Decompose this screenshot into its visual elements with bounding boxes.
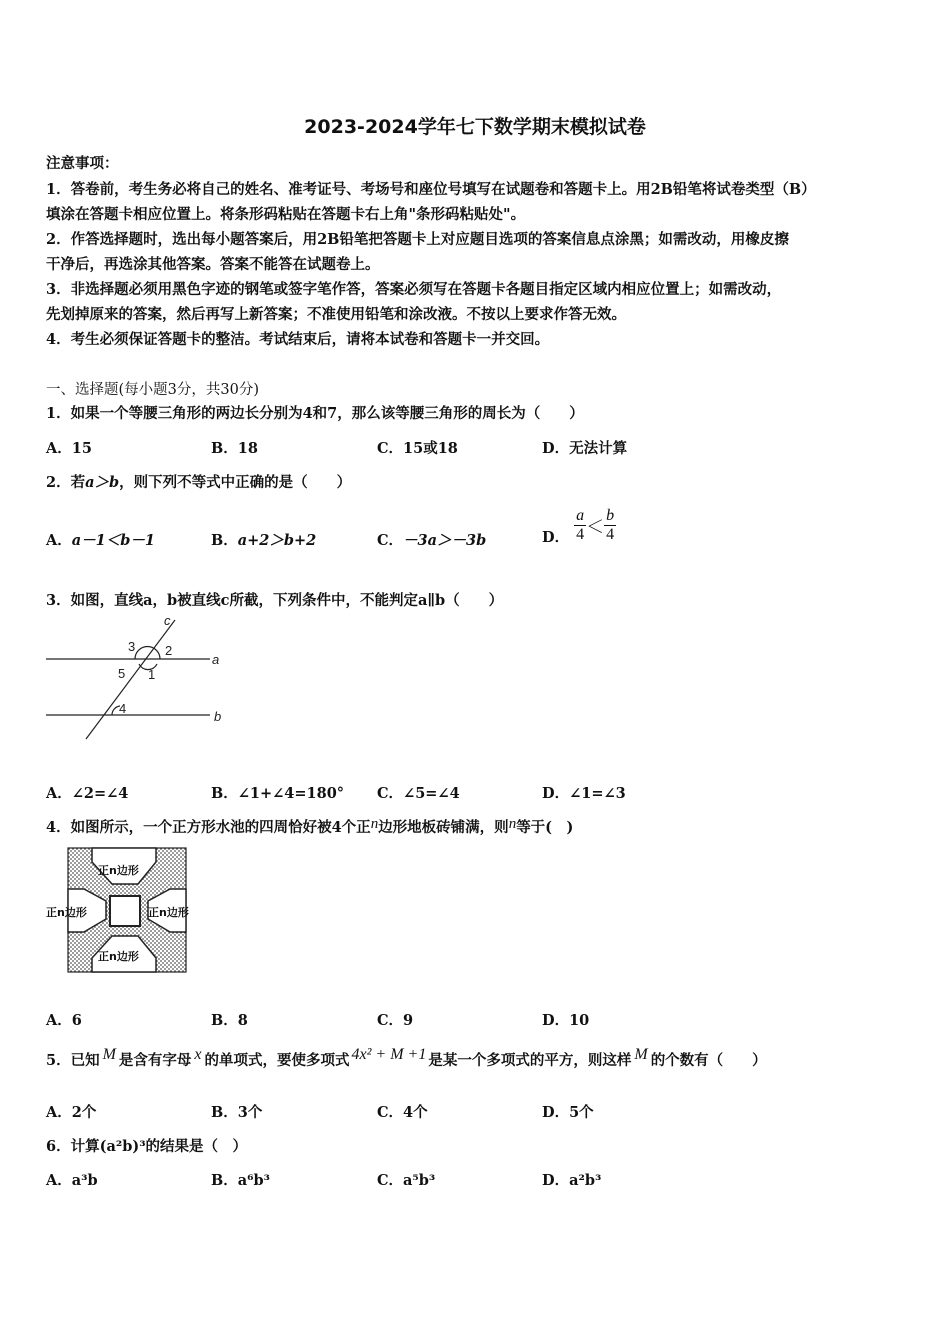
q6-option-d: D．a²b³ [542,1172,602,1189]
q4-var-n: n [508,816,517,832]
fraction-numerator: b [606,507,615,524]
q6-option-a: A．a³b [46,1172,98,1189]
fraction-denominator: 4 [576,526,585,543]
notice-heading: 注意事项： [46,155,119,172]
question-2-stem [46,471,351,492]
q5-option-d: D．5个 [542,1104,594,1121]
notice-line: 干净后，再选涂其他答案。答案不能答在试题卷上。 [46,256,380,273]
question-3-stem: 3．如图，直线a，b被直线c所截，下列条件中，不能判定a∥b（ ） [46,592,504,609]
q2-option-d-fraction-right [604,507,616,544]
notice-line: 先划掉原来的答案，然后再写上新答案；不准使用铅笔和涂改液。不按以上要求作答无效。 [46,306,626,323]
q5-option-c: C．4个 [377,1104,428,1121]
notice-line: 2．作答选择题时，选出每小题答案后，用2B铅笔把答题卡上对应题目选项的答案信息点涂黑；如需改动，用橡皮擦 [46,231,789,248]
notice-line: 1．答卷前，考生务必将自己的姓名、准考证号、考场号和座位号填写在试题卷和答题卡上。用2B铅笔将试卷类型（B） [46,181,816,198]
q5-stem-mid1: 是含有字母 [118,1052,192,1069]
pool-tiles-figure [44,844,214,976]
fraction-denominator: 4 [606,526,615,543]
q2-option-b [211,529,316,550]
label-bottom-tile: 正n边形 [98,950,139,963]
q5-option-b: B．3个 [211,1104,263,1121]
label-angle-5: 5 [118,666,126,681]
q2-option-a-label: A． [46,532,72,549]
q3-option-a: A．∠2=∠4 [46,785,129,802]
q4-stem-pre: 4．如图所示，一个正方形水池的四周恰好被4个正 [46,819,371,836]
q2-option-c-text: －3a＞－3b [403,532,487,549]
q3-option-d: D．∠1=∠3 [542,785,626,802]
label-a: a [212,652,220,667]
section-title: 一、选择题(每小题3分，共30分) [46,382,259,398]
q5-stem-pre: 5．已知 [46,1052,100,1069]
fraction-numerator: a [576,507,585,524]
label-top-tile: 正n边形 [98,864,139,877]
q2-option-d [542,504,616,547]
q5-var-M: M [102,1046,116,1063]
q1-option-d: D．无法计算 [542,440,628,457]
label-b: b [214,709,222,724]
q4-option-d: D．10 [542,1012,590,1029]
q2-option-c-label: C． [377,532,404,549]
q5-stem-mid2: 的单项式，要使多项式 [204,1052,350,1069]
q4-stem-mid: 边形地板砖铺满，则 [378,819,509,836]
q2-stem-pre: 2．若 [46,474,86,491]
q1-option-a: A．15 [46,440,92,457]
q5-stem-post: 的个数有（ ） [650,1052,767,1069]
q4-stem-post: 等于( ) [516,819,574,836]
q4-option-b: B．8 [211,1012,248,1029]
q2-stem-var: a＞b [85,474,120,491]
label-angle-3: 3 [128,639,136,654]
q6-option-b: B．a⁶b³ [211,1172,270,1189]
label-c: c [164,613,171,628]
q2-option-d-label: D． [542,529,570,546]
q2-option-a-text: a－1＜b－1 [71,532,155,549]
page-title: 2023-2024学年七下数学期末模拟试卷 [304,116,646,138]
q2-option-b-label: B． [211,532,238,549]
label-angle-2: 2 [165,643,173,658]
label-left-tile: 正n边形 [46,906,87,919]
q2-option-a [46,529,155,550]
label-angle-1: 1 [148,667,156,682]
q5-var-x: x [194,1046,202,1063]
q2-option-b-text: a+2＞b+2 [237,532,317,549]
q3-option-c: C．∠5=∠4 [377,785,460,802]
q1-option-b: B．18 [211,440,258,457]
notice-line: 4．考生必须保证答题卡的整洁。考试结束后，请将本试卷和答题卡一并交回。 [46,331,550,348]
question-4-stem [46,816,573,837]
parallel-lines-figure [44,612,244,742]
q4-option-c: C．9 [377,1012,414,1029]
q6-option-c: C．a⁵b³ [377,1172,436,1189]
line-c [86,620,175,739]
question-1-stem: 1．如果一个等腰三角形的两边长分别为4和7，那么该等腰三角形的周长为（ ） [46,405,584,422]
q2-option-d-fraction-left [574,507,586,544]
q3-option-b: B．∠1+∠4=180° [211,785,345,802]
square-pool [110,896,140,926]
q4-option-a: A．6 [46,1012,82,1029]
q2-option-c [377,529,486,550]
notice-line: 填涂在答题卡相应位置上。将条形码粘贴在答题卡右上角"条形码粘贴处"。 [46,206,526,223]
q5-stem-mid3: 是某一个多项式的平方，则这样 [428,1052,632,1069]
q5-var-M2: M [634,1046,648,1063]
q1-option-c: C．15或18 [377,440,458,457]
q2-option-d-operator: ＜ [586,516,605,538]
q5-polynomial: 4x² + M +1 [351,1046,427,1063]
question-5-stem [46,1046,767,1070]
question-6-stem: 6．计算(a²b)³的结果是（ ） [46,1138,248,1155]
label-right-tile: 正n边形 [148,906,189,919]
label-angle-4: 4 [119,701,127,716]
q2-stem-post: ，则下列不等式中正确的是（ ） [119,474,352,491]
notice-line: 3．非选择题必须用黑色字迹的钢笔或签字笔作答，答案必须写在答题卡各题目指定区域内相应位置上；如需改动， [46,281,782,298]
q4-var-n: n [370,816,379,832]
q5-option-a: A．2个 [46,1104,97,1121]
